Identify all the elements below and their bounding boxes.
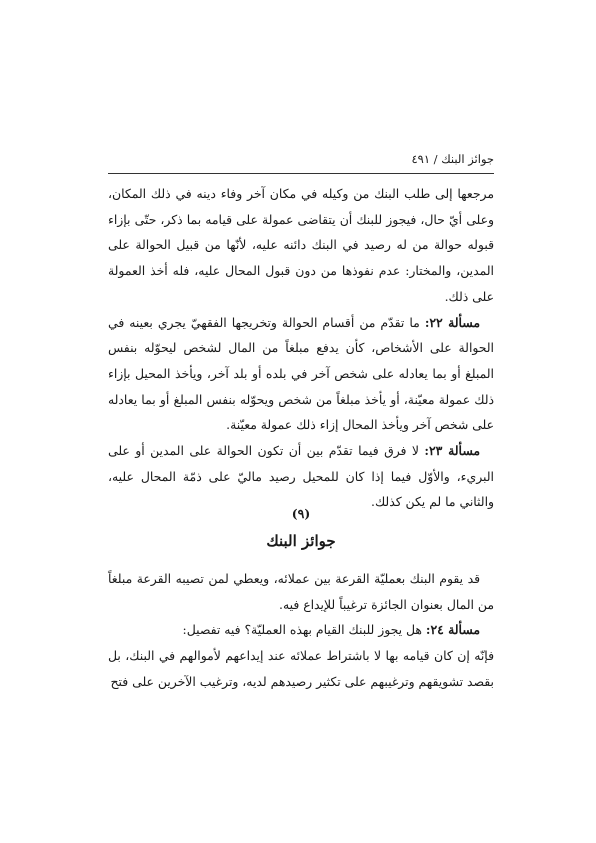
running-title: جوائز البنك / ٤٩١ <box>411 152 494 166</box>
text-block-bottom <box>108 566 494 695</box>
section-title: جوائز البنك <box>266 532 336 550</box>
header-rule <box>108 173 494 174</box>
issue-label: مسألة ٢٢: <box>424 314 480 330</box>
paragraph-text: ما تقدّم من أقسام الحوالة وتخريجها الفقهيّ يجري بعينه في الحوالة على الأشخاص، كأن يدفع مبلغاً من المال لشخص ليحوّله بنفس المبلغ أو بما يعادله على شخص آخر في بلده أو بلد آخر، ويأخذ المحيل بإزاء ذلك عمولة معيّنة، أو يأخذ مبلغاً من شخص ويحوّله بنفس المبلغ أو بما يعادله على شخص آخر ويأخذ المحال إزاء ذلك عمولة معيّنة. <box>108 314 494 433</box>
paragraph-issue-23 <box>108 438 494 515</box>
paragraph-text: هل يجوز للبنك القيام بهذه العمليّة؟ فيه تفصيل: <box>182 622 426 638</box>
issue-label: مسألة ٢٤: <box>425 622 480 638</box>
issue-label: مسألة ٢٣: <box>424 443 481 459</box>
paragraph-text: فإنّه إن كان قيامه بها لا باشتراط عملائه عند إيداعهم لأموالهم في البنك، بل بقصد تشويقهم وترغيبهم على تكثير رصيدهم لديه، وترغيب الآخرين على فتح <box>108 648 494 689</box>
paragraph <box>108 643 494 694</box>
section-number: (٩) <box>291 506 311 521</box>
paragraph <box>108 566 494 617</box>
text-block-top <box>108 181 494 515</box>
paragraph <box>108 181 494 310</box>
paragraph-text: لا فرق فيما تقدّم بين أن تكون الحوالة على المدين أو على البريء، والأوّل فيما إذا كان للمحيل رصيد ماليّ على ذمّة المحال عليه، والثاني ما لم يكن كذلك. <box>108 443 494 510</box>
paragraph-issue-22 <box>108 310 494 439</box>
running-header <box>108 152 494 172</box>
paragraph-text: قد يقوم البنك بعمليّة القرعة بين عملائه، ويعطي لمن تصيبه القرعة مبلغاً من المال بعنوان الجائزة ترغيباً للإيداع فيه. <box>108 571 494 612</box>
paragraph-text: مرجعها إلى طلب البنك من وكيله في مكان آخر وفاء دينه في ذلك المكان، وعلى أيّ حال، فيجوز للبنك أن يتقاضى عمولة على قيامه بما ذكر، حتّى بإزاء قبوله حوالة من له رصيد في البنك دائنه عليه، لأنّها من قبيل الحوالة على المدين، والمختار: عدم نفوذها من دون قبول المحال عليه، فله أخذ العمولة على ذلك. <box>108 186 494 304</box>
paragraph-issue-24 <box>108 617 494 643</box>
